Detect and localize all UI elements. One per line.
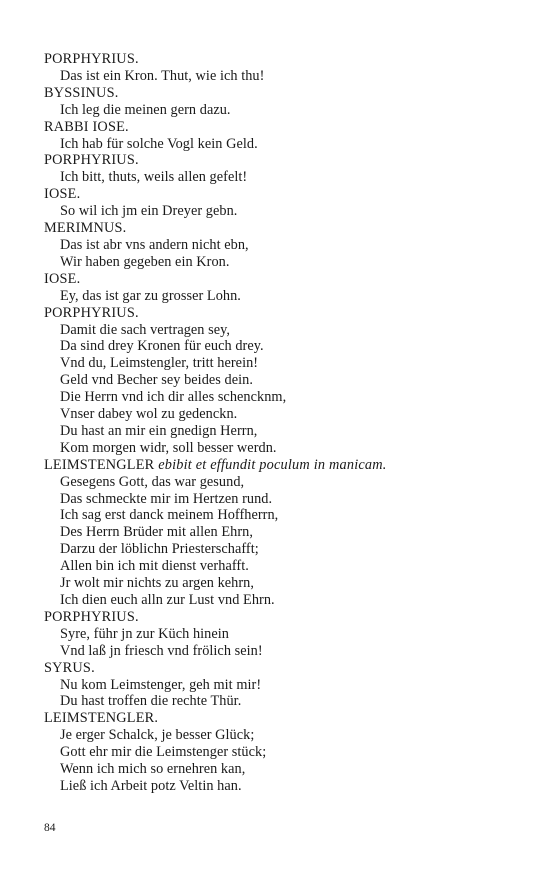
speaker-name	[44, 119, 514, 136]
verse-line: Nu kom Leimstenger, geh mit mir!	[60, 676, 262, 693]
verse-line: Ich leg die meinen gern dazu.	[60, 101, 231, 118]
verse-line: So wil ich jm ein Dreyer gebn.	[60, 203, 238, 220]
verse-line: Ich bitt, thuts, weils allen gefelt!	[60, 169, 248, 186]
verse-line: Jr wolt mir nichts zu argen kehrn,	[60, 575, 255, 592]
speaker-name	[44, 660, 514, 677]
play-text	[44, 51, 514, 795]
speaker-label: PORPHYRIUS.	[44, 152, 139, 169]
speaker-name	[44, 51, 514, 68]
verse-line: Ey, das ist gar zu grosser Lohn.	[60, 287, 241, 304]
verse-line: Ich dien euch alln zur Lust vnd Ehrn.	[60, 592, 275, 608]
speaker-name	[44, 457, 514, 474]
verse-line: Vnd laß jn friesch vnd frölich sein!	[60, 642, 263, 659]
verse-line: Ich sag erst danck meinem Hoffherrn,	[60, 507, 279, 524]
verse-line: Ich hab für solche Vogl kein Geld.	[60, 135, 258, 152]
speaker-name	[44, 271, 514, 288]
verse-line: Allen bin ich mit dienst verhafft.	[60, 558, 249, 575]
speaker-label: LEIMSTENGLER	[44, 456, 155, 473]
verse-line: Vnd du, Leimstengler, tritt herein!	[60, 355, 259, 372]
speaker-label: PORPHYRIUS.	[44, 51, 139, 67]
speaker-name	[44, 305, 514, 322]
verse-line: Du hast troffen die rechte Thür.	[60, 693, 242, 710]
verse-line: Syre, führ jn zur Küch hinein	[60, 625, 229, 642]
speaker-label: BYSSINUS.	[44, 84, 119, 101]
speaker-name	[44, 85, 514, 102]
speaker-label: IOSE.	[44, 270, 81, 287]
speaker-name	[44, 152, 514, 169]
verse-line: Kom morgen widr, soll besser werdn.	[60, 439, 277, 456]
verse-line: Je erger Schalck, je besser Glück;	[60, 727, 255, 744]
verse-line: Die Herrn vnd ich dir alles schencknm,	[60, 389, 287, 406]
stage-direction: ebibit et effundit poculum in manicam.	[158, 456, 387, 473]
speaker-name	[44, 220, 514, 237]
speaker-label: IOSE.	[44, 186, 81, 203]
verse-line: Vnser dabey wol zu gedenckn.	[60, 406, 238, 423]
verse-line: Da sind drey Kronen für euch drey.	[60, 338, 264, 355]
speaker-label: PORPHYRIUS.	[44, 304, 139, 321]
speaker-label: PORPHYRIUS.	[44, 608, 139, 625]
speaker-label: LEIMSTENGLER.	[44, 710, 159, 727]
verse-line: Das schmeckte mir im Hertzen rund.	[60, 490, 273, 507]
speaker-label: RABBI IOSE.	[44, 118, 129, 135]
verse-line: Geld vnd Becher sey beides dein.	[60, 372, 253, 389]
speaker-label: MERIMNUS.	[44, 220, 127, 237]
speaker-name	[44, 609, 514, 626]
verse-line: Des Herrn Brüder mit allen Ehrn,	[60, 524, 253, 541]
verse-line: Wenn ich mich so ernehren kan,	[60, 761, 246, 778]
verse-line: Ließ ich Arbeit potz Veltin han.	[60, 777, 242, 794]
speaker-label: SYRUS.	[44, 659, 95, 676]
verse-line: Gott ehr mir die Leimstenger stück;	[60, 744, 267, 761]
verse-line: Gesegens Gott, das war gesund,	[60, 473, 245, 490]
verse-line: Das ist abr vns andern nicht ebn,	[60, 236, 249, 253]
verse-line: Damit die sach vertragen sey,	[60, 321, 231, 338]
speaker-name	[44, 186, 514, 203]
page-number: 84	[44, 822, 56, 834]
verse-line: Wir haben gegeben ein Kron.	[60, 253, 230, 270]
speaker-name	[44, 710, 514, 727]
verse-line: Du hast an mir ein gnedign Herrn,	[60, 422, 258, 439]
verse-line: Darzu der löblichn Priesterschafft;	[60, 541, 259, 558]
verse-line: Das ist ein Kron. Thut, wie ich thu!	[60, 67, 265, 84]
